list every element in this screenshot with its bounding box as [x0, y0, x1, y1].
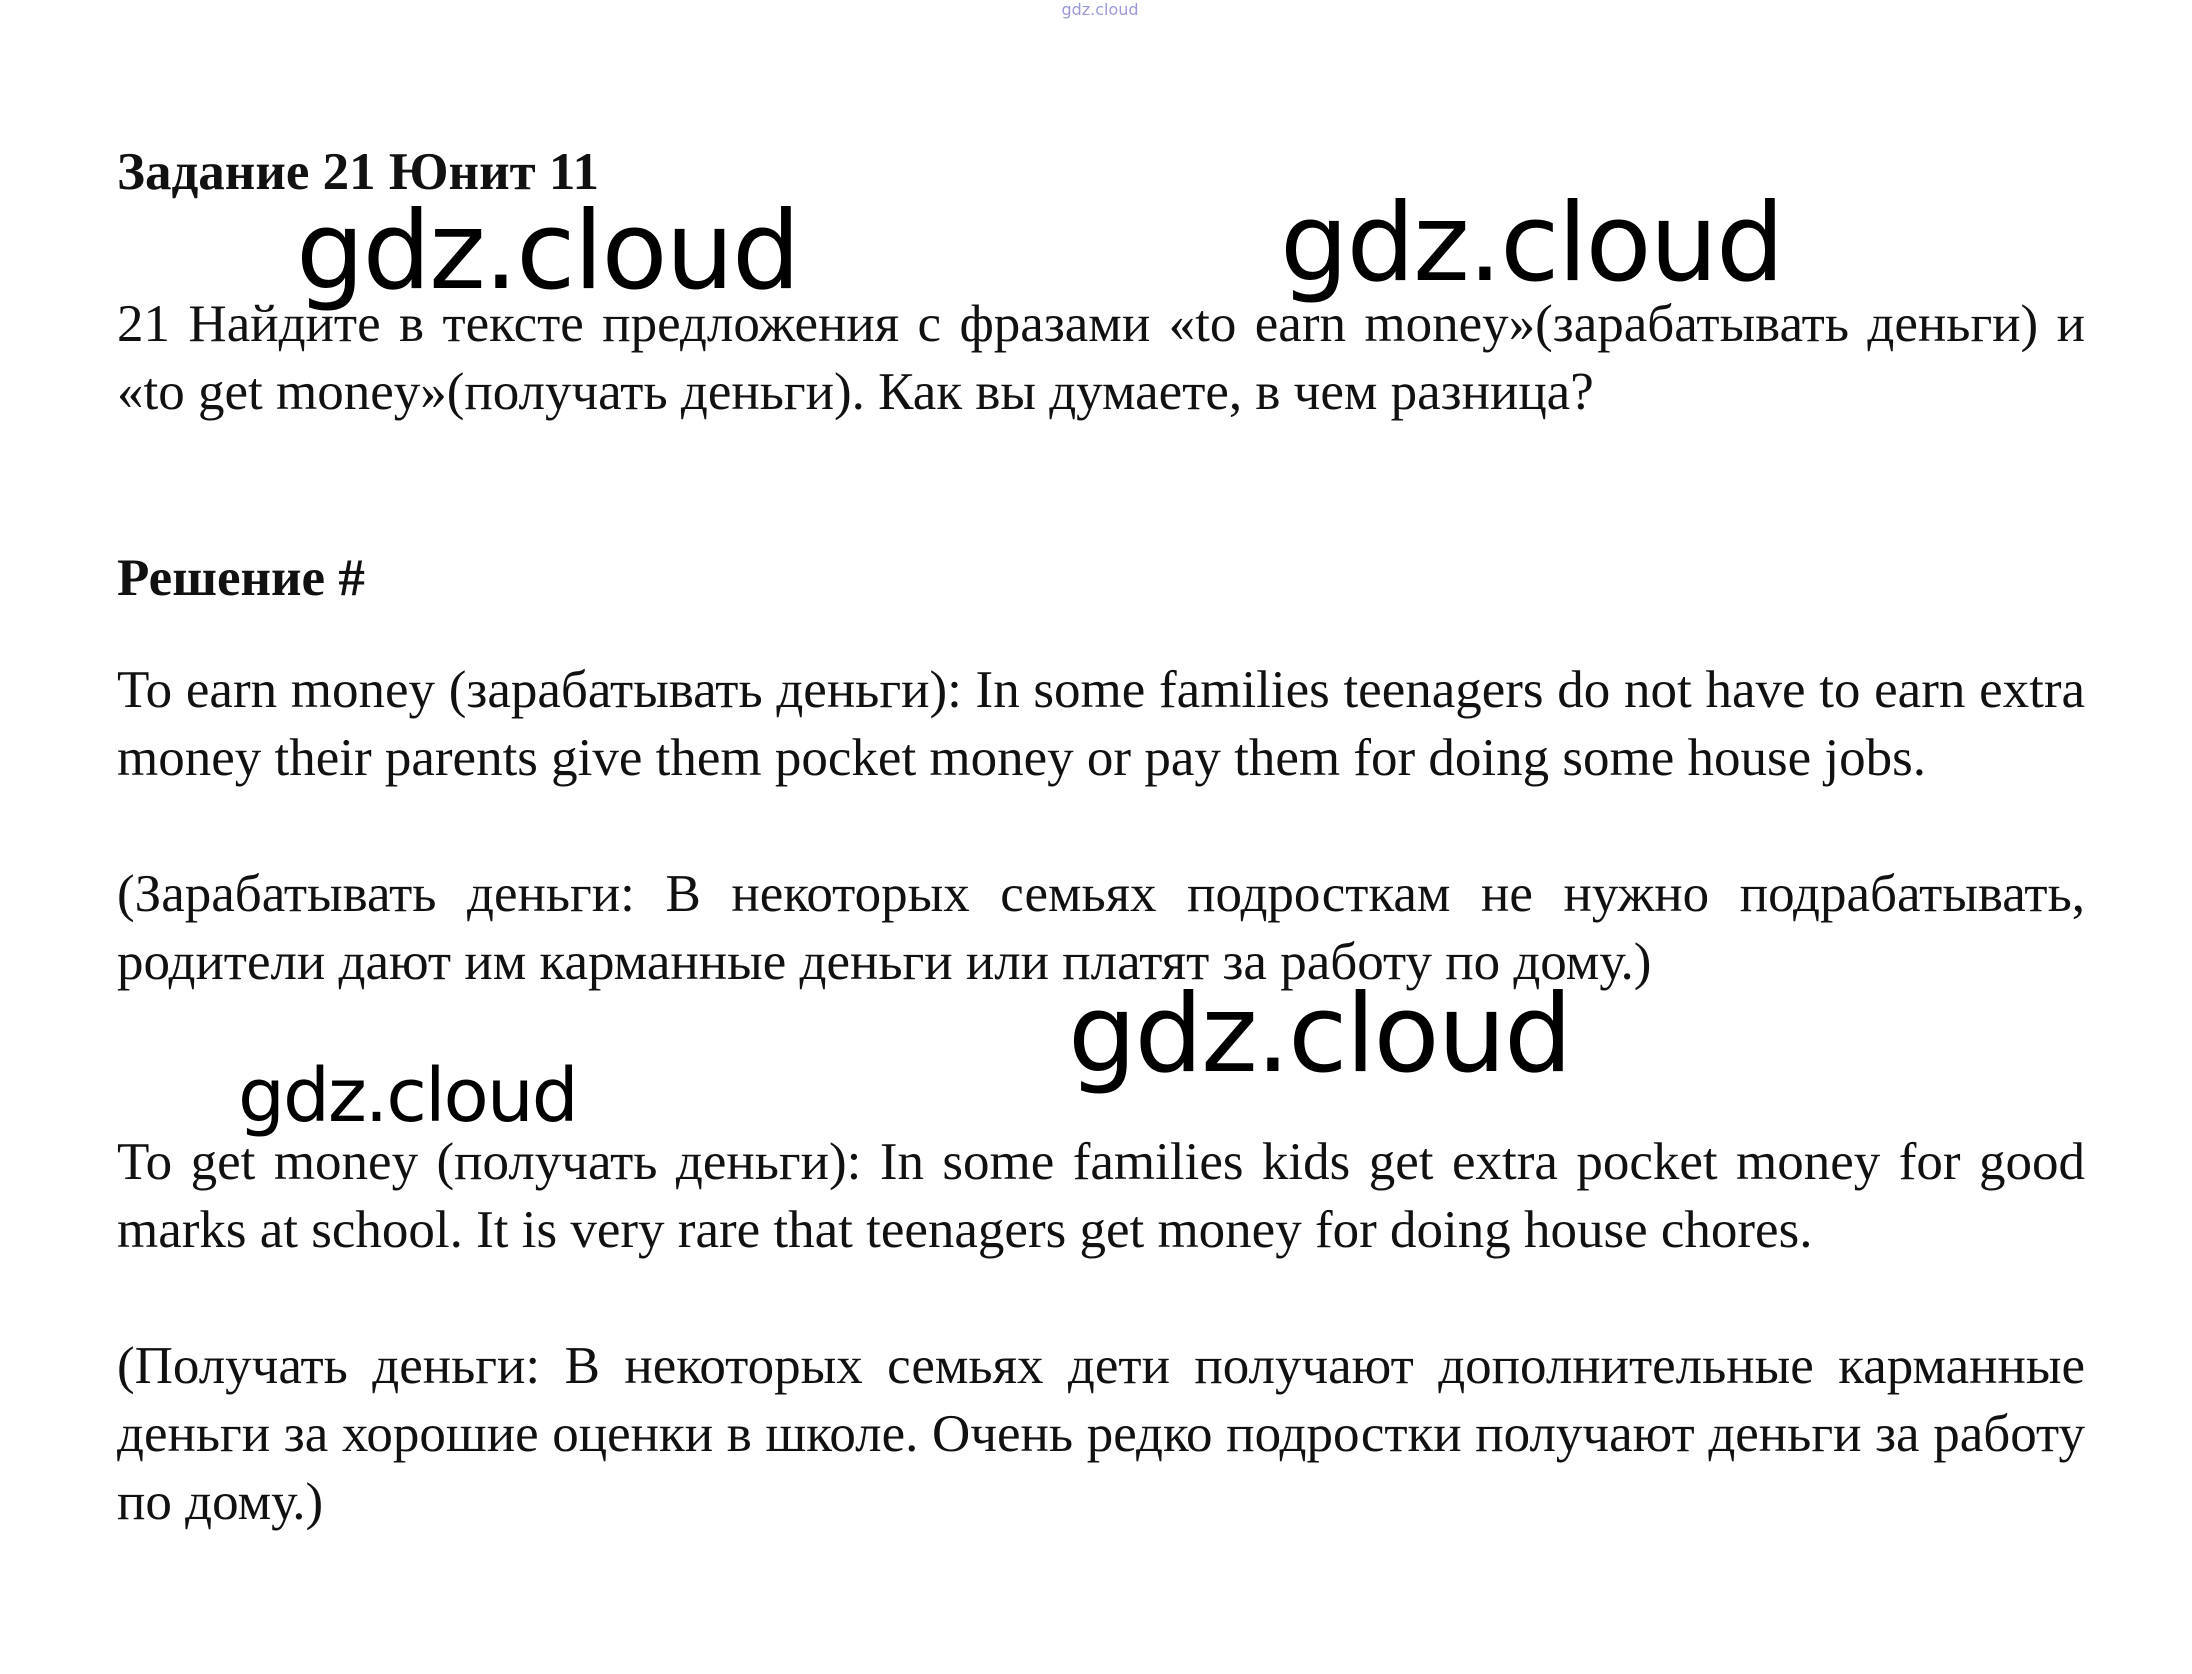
solution-get-english: To get money (получать деньги): In some families kids get extra pocket money for good marks at school. It is very rare that teenagers get money for doing house chores.	[117, 1133, 2085, 1259]
solution-earn-russian: (Зарабатывать деньги: В некоторых семьях подросткам не нужно подрабатывать, родители дают им карманные деньги или платят за работу по дому.)	[117, 865, 2085, 991]
watermark-1: gdz.cloud	[296, 189, 799, 314]
watermark-3: gdz.cloud	[1068, 972, 1571, 1097]
watermark-4: gdz.cloud	[238, 1053, 577, 1139]
solution-get-russian: (Получать деньги: В некоторых семьях дети получают дополнительные карманные деньги за хорошие оценки в школе. Очень редко подростки получают деньги за работу по дому.)	[117, 1337, 2085, 1531]
solution-heading: Решение #	[117, 549, 365, 607]
watermark-2: gdz.cloud	[1280, 181, 1783, 306]
solution-earn-english: To earn money (зарабатывать деньги): In some families teenagers do not have to earn extra money their parents give them pocket money or pay them for doing some house jobs.	[117, 661, 2085, 787]
page-title: Задание 21 Юнит 11	[117, 143, 599, 201]
task-text: 21 Найдите в тексте предложения с фразами «to earn money»(зарабатывать деньги) и «to get money»(получать деньги). Как вы думаете, в чем разница?	[117, 295, 2085, 421]
top-watermark: gdz.cloud	[1061, 0, 1139, 19]
